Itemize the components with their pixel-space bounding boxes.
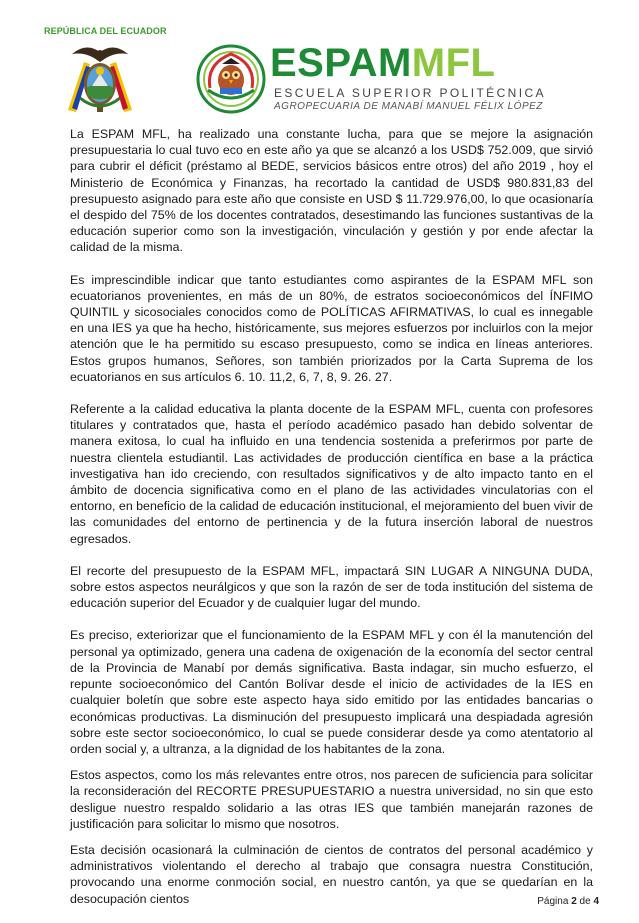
espam-owl-badge-icon: [196, 44, 266, 114]
logo-subtitle-2: AGROPECUARIA DE MANABÍ MANUEL FÉLIX LÓPEZ: [274, 101, 543, 112]
page-word: Página: [537, 896, 569, 907]
paragraph-budget-cut-impact: El recorte del presupuesto de la ESPAM MFL, impactará SIN LUGAR A NINGUNA DUDA, sobre estos aspectos neurálgicos y que son la razón de ser de toda institución del sistema de educación superior del Ecuador y de cualquier lugar del mundo.: [70, 563, 593, 611]
page-total: 4: [593, 896, 599, 907]
paragraph-contracts: Esta decisión ocasionará la culminación de cientos de contratos del personal académico y administrativos violentando el derecho al trabajo que consagra nuestra Constitución, provocando una enorme conmoción social, en nuestro cantón, ya que se quedarían en la desocupación cientos: [70, 842, 593, 906]
espam-mfl-logo: [196, 40, 546, 120]
logo-title-espam: ESPAM: [270, 41, 412, 85]
coat-of-arms-icon: [62, 40, 138, 116]
page-current: 2: [571, 896, 577, 907]
paragraph-budget-struggle: La ESPAM MFL, ha realizado una constante lucha, para que se mejore la asignación presupuestaria lo cual tuvo eco en este año ya que se alcanzó a los USD$ 752.009, que sirvió para cubrir el déficit (préstamo al BEDE, servicios básicos entre otros) del año 2019 , hoy el Ministerio de Económica y Finanzas, ha recortado la cantidad de USD$ 980.831,83 del presupuesto asignado para este año que consiste en USD $ 11.729.976,00, lo que ocasionaría el despido del 75% de los docentes contratados, desestimando las funciones sustantivas de la educación superior como son la investigación, vinculación y gestión y por ende afectar la calidad de la misma.: [70, 127, 593, 255]
country-header: REPÚBLICA DEL ECUADOR: [44, 26, 167, 36]
page-number: [537, 896, 599, 907]
paragraph-educational-quality: Referente a la calidad educativa la planta docente de la ESPAM MFL, cuenta con profesores titulares y contratados que, hasta el período académico pasado han debido solventar de manera exitosa, lo cual ha influido en una tendencia sostenida a preferirmos por parte de nuestra clientela estudiantil. Las actividades de producción científica en base a la práctica investigativa han ido creciendo, con resultados significativos y de alto impacto tanto en el ámbito de docencia significativa como en el plano de las actividades vinculatorias con el entorno, en beneficio de la calidad de educación institucional, el mejoramiento del buen vivir de las comunidades del entorno de pertinencia y de la futura inserción laboral de nuestros egresados.: [70, 402, 593, 546]
logo-title-mfl: MFL: [411, 41, 496, 85]
logo-subtitle-1: ESCUELA SUPERIOR POLITÉCNICA: [274, 86, 546, 100]
paragraph-students: Es imprescindible indicar que tanto estudiantes como aspirantes de la ESPAM MFL son ecuatorianos provenientes, en más de un 80%, de estratos socioeconómicos del ÍNFIMO QUINTIL y sicosociales conocidos como de POLÍTICAS AFIRMATIVAS, lo cual es innegable en una IES ya que ha hecho, históricamente, sus mejores esfuerzos por incluirlos con la mejor atención que le ha permitido su escaso presupuesto, como se indica en líneas anteriores. Estos grupos humanos, Señores, son también priorizados por la Carta Suprema de los ecuatorianos en sus artículos 6. 10. 11,2, 6, 7, 8, 9. 26. 27.: [70, 272, 593, 384]
page-of: de: [579, 896, 591, 907]
document-body: [70, 126, 593, 923]
paragraph-reconsideration: Estos aspectos, como los más relevantes entre otros, nos parecen de suficiencia para solicitar la reconsideración del RECORTE PRESUPUESTARIO a nuestra universidad, no sin que esto desligue nuestro respaldo solidario a las otras IES que también manejarán razones de justificación para solicitar lo mismo que nosotros.: [70, 768, 593, 831]
paragraph-economic-impact: Es preciso, exteriorizar que el funcionamiento de la ESPAM MFL y con él la manutención del personal ya optimizado, genera una cadena de oxigenación de la economía del sector central de la Provincia de Manabí por demás significativa. Basta indagar, sin mucho esfuerzo, el repunte socioeconómico del Cantón Bolívar desde el inicio de actividades de la IES en cualquier boletín que sobre este aspecto haya sido emitido por las entidades bancarias o económicas productivas. La disminución del presupuesto implicará una despiadada agresión sobre este sector socioeconómico, lo cual se puede considerar desde ya como atentatorio al orden social y, a ultranza, a la dignidad de los habitantes de la zona.: [70, 628, 593, 756]
logo-title: [270, 42, 495, 84]
